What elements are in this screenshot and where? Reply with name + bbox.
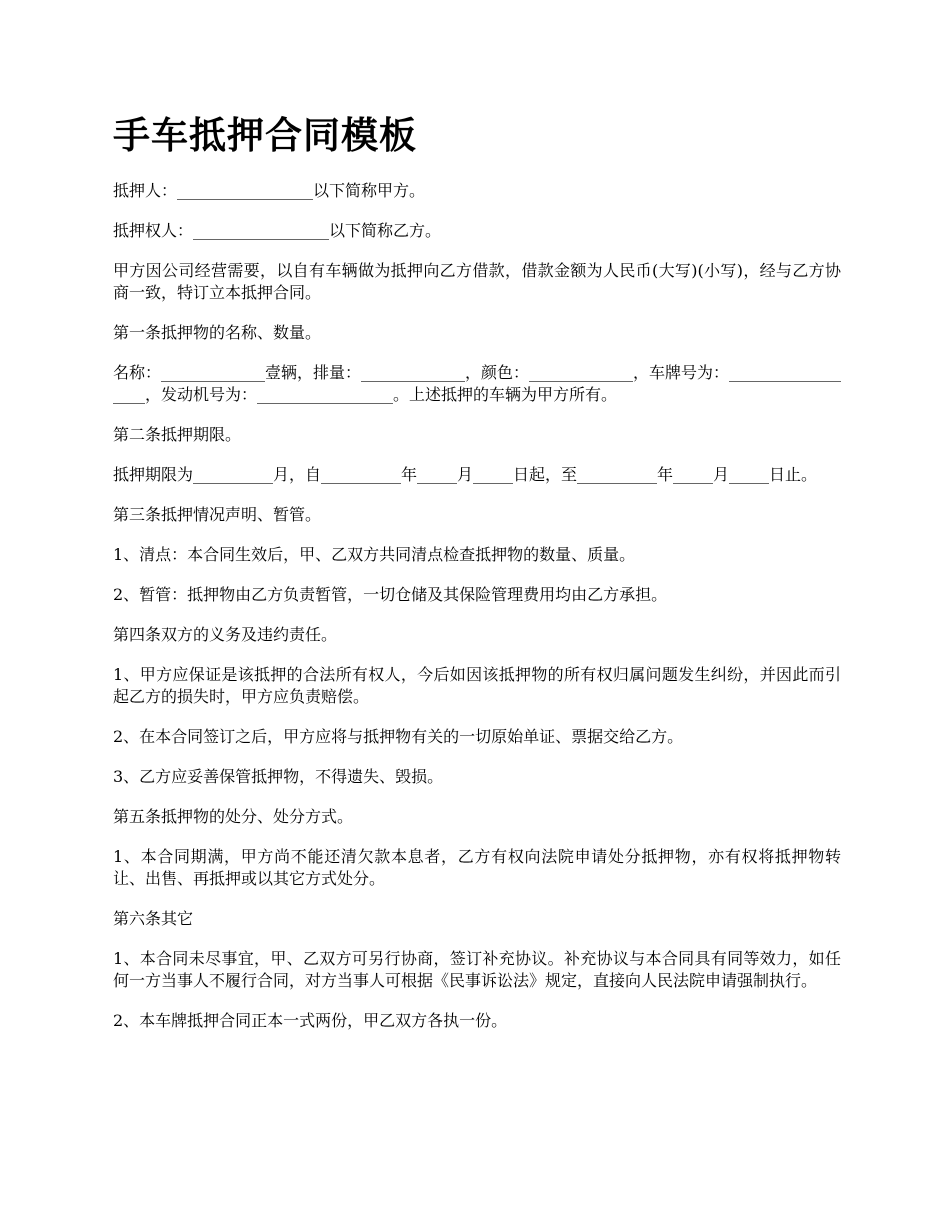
article-6-heading: 第六条其它 — [113, 909, 194, 928]
article-3-item-2: 2、暂管：抵押物由乙方负责暂管，一切仓储及其保险管理费用均由乙方承担。 — [113, 585, 668, 604]
article-3-item-1: 1、清点：本合同生效后，甲、乙双方共同清点检查抵押物的数量、质量。 — [113, 545, 636, 564]
article-2-heading: 第二条抵押期限。 — [113, 425, 242, 444]
article-2-body: 抵押期限为__________月，自__________年_____月_____日起，至__________年_____月_____日止。 — [113, 465, 818, 484]
article-5-item-1: 1、本合同期满，甲方尚不能还清欠款本息者，乙方有权向法院申请处分抵押物，亦有权将抵押物转让、出售、再抵押或以其它方式处分。 — [113, 847, 841, 888]
article-6-item-1: 1、本合同未尽事宜，甲、乙双方可另行协商，签订补充协议。补充协议与本合同具有同等效力，如任何一方当事人不履行合同，对方当事人可根据《民事诉讼法》规定，直接向人民法院申请强制执行。 — [113, 949, 841, 990]
article-3-heading: 第三条抵押情况声明、暂管。 — [113, 505, 322, 524]
article-4-item-1: 1、甲方应保证是该抵押的合法所有权人，今后如因该抵押物的所有权归属问题发生纠纷，并因此而引起乙方的损失时，甲方应负责赔偿。 — [113, 665, 841, 706]
article-1-body: 名称：_____________壹辆，排量：_____________，颜色：_____________，车牌号为：__________________，发动机号为：_________________。上述抵押的车辆为甲方所有。 — [113, 363, 842, 404]
article-5-heading: 第五条抵押物的处分、处分方式。 — [113, 807, 354, 826]
article-4-item-2: 2、在本合同签订之后，甲方应将与抵押物有关的一切原始单证、票据交给乙方。 — [113, 727, 684, 746]
article-1-heading: 第一条抵押物的名称、数量。 — [113, 323, 322, 342]
paragraph-mortgagor: 抵押人：_________________以下简称甲方。 — [113, 181, 426, 200]
article-4-item-3: 3、乙方应妥善保管抵押物，不得遗失、毁损。 — [113, 767, 444, 786]
document-page — [113, 112, 841, 1050]
paragraph-mortgagee: 抵押权人：_________________以下简称乙方。 — [113, 221, 442, 240]
document-title: 手车抵押合同模板 — [113, 114, 417, 157]
article-4-heading: 第四条双方的义务及违约责任。 — [113, 625, 338, 644]
paragraph-intro: 甲方因公司经营需要，以自有车辆做为抵押向乙方借款，借款金额为人民币(大写)(小写)，经与乙方协商一致，特订立本抵押合同。 — [113, 261, 841, 302]
article-6-item-2: 2、本车牌抵押合同正本一式两份，甲乙双方各执一份。 — [113, 1011, 508, 1030]
